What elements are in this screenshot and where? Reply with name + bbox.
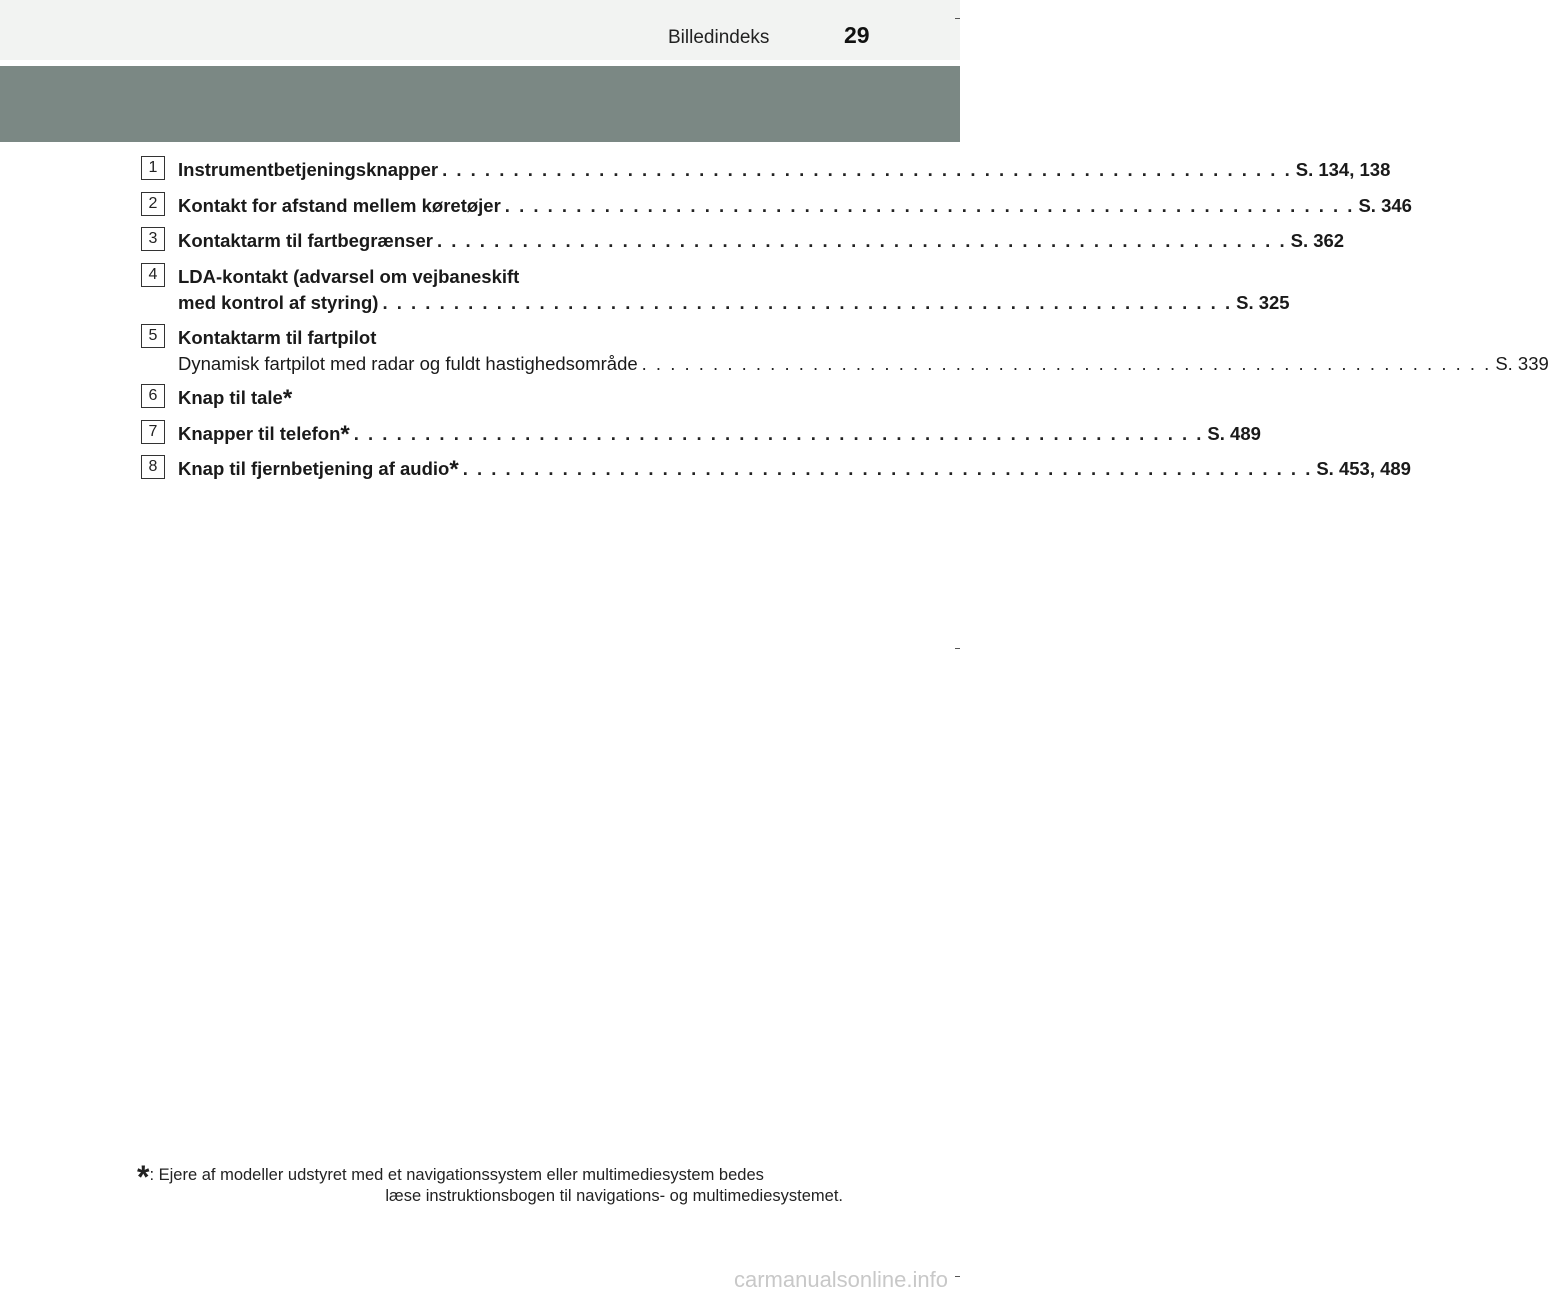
page-reference[interactable]: S. 325 [1236, 292, 1290, 313]
entry-label: Instrumentbetjeningsknapper [178, 159, 439, 180]
entry-sublabel: Dynamisk fartpilot med radar og fuldt hastighedsområde [178, 353, 638, 374]
page-number: 29 [844, 22, 870, 48]
item-number-badge: 5 [141, 324, 165, 348]
leader-dots: . . . . . . . . . . . . . . . . . . . . . . . . . . . . . . . . . . . . . . . . . . . . . . . . . . . . . . . . . . . . [382, 292, 1233, 313]
entry-label: LDA-kontakt (advarsel om vejbaneskift [178, 266, 520, 287]
page-reference[interactable]: S. 489 [1207, 423, 1261, 444]
leader-dots: . . . . . . . . . . . . . . . . . . . . . . . . . . . . . . . . . . . . . . . . . . . . . . . . . . . . . . . . . . . . [504, 195, 1355, 216]
entry-line-continued [178, 292, 1290, 314]
leader-dots: . . . . . . . . . . . . . . . . . . . . . . . . . . . . . . . . . . . . . . . . . . . . . . . . . . . . . . . . . . . . [353, 423, 1204, 444]
leader-dots: . . . . . . . . . . . . . . . . . . . . . . . . . . . . . . . . . . . . . . . . . . . . . . . . . . . . . . . . . . . . [436, 230, 1287, 251]
page-reference[interactable]: S. 339 [1495, 353, 1549, 374]
leader-dots: . . . . . . . . . . . . . . . . . . . . . . . . . . . . . . . . . . . . . . . . . . . . . . . . . . . . . . . . . . . . [462, 458, 1313, 479]
entry-line: Knap til tale * [178, 385, 293, 412]
item-number-badge: 8 [141, 455, 165, 479]
page-reference[interactable]: S. 134, 138 [1295, 159, 1391, 180]
entry-label: Kontaktarm til fartbegrænser [178, 230, 433, 251]
entry-label: Kontakt for afstand mellem køretøjer [178, 195, 501, 216]
entry-label: Knap til tale [178, 387, 283, 408]
header-image-bar [0, 66, 960, 142]
section-title: Billedindeks [668, 27, 770, 48]
footnote-line-1 [137, 1159, 843, 1195]
entry-label: Knap til fjernbetjening af audio [178, 458, 450, 479]
entry-line [178, 327, 806, 349]
page-reference[interactable]: S. 453, 489 [1316, 458, 1411, 479]
footnote-asterisk: * [137, 1159, 150, 1195]
crop-mark [955, 18, 960, 19]
entry-line: Knapper til telefon * . . . . . . . . . . . . . . . . . . . . . . . . . . . . . . . . . . . . . . . . . . . . . . . . . . . . . . . . . . . . S. 489 [178, 421, 1261, 448]
footnote-text-1: : Ejere af modeller udstyret med et navigationssystem eller multimediesystem bedes [149, 1166, 764, 1184]
item-number-badge: 1 [141, 156, 165, 180]
watermark: carmanualsonline.info [733, 1267, 948, 1292]
entry-label: Knapper til telefon [178, 423, 341, 444]
leader-dots: . . . . . . . . . . . . . . . . . . . . . . . . . . . . . . . . . . . . . . . . . . . . . . . . . . . . . . . . . . . . [442, 159, 1292, 180]
entry-line: Knap til fjernbetjening af audio * . . . . . . . . . . . . . . . . . . . . . . . . . . . . . . . . . . . . . . . . . . . . . . . . . . . . . . . . . . . . S. 453, 489 [178, 456, 1411, 483]
item-number-badge: 4 [141, 263, 165, 287]
crop-mark [955, 1276, 960, 1277]
item-number-badge: 2 [141, 192, 165, 216]
entry-label: Kontaktarm til fartpilot [178, 327, 377, 348]
entry-line [178, 195, 1412, 217]
footnote-text-2: læse instruktionsbogen til navigations- og multimediesystemet. [385, 1187, 843, 1205]
crop-mark [955, 648, 960, 649]
item-number-badge: 3 [141, 227, 165, 251]
item-number-badge: 6 [141, 384, 165, 408]
entry-line [178, 266, 806, 288]
entry-line [178, 230, 1345, 252]
footnote [137, 1159, 843, 1206]
entry-label-continued: med kontrol af styring) [178, 292, 379, 313]
header-strip [0, 0, 960, 60]
page-reference[interactable]: S. 362 [1290, 230, 1345, 251]
page-reference[interactable]: S. 346 [1358, 195, 1412, 216]
leader-dots: . . . . . . . . . . . . . . . . . . . . . . . . . . . . . . . . . . . . . . . . . . . . . . . . . . . . . . . . . . . . [641, 353, 1492, 374]
entry-subline [178, 353, 1549, 375]
entry-line [178, 159, 1391, 181]
item-number-badge: 7 [141, 420, 165, 444]
